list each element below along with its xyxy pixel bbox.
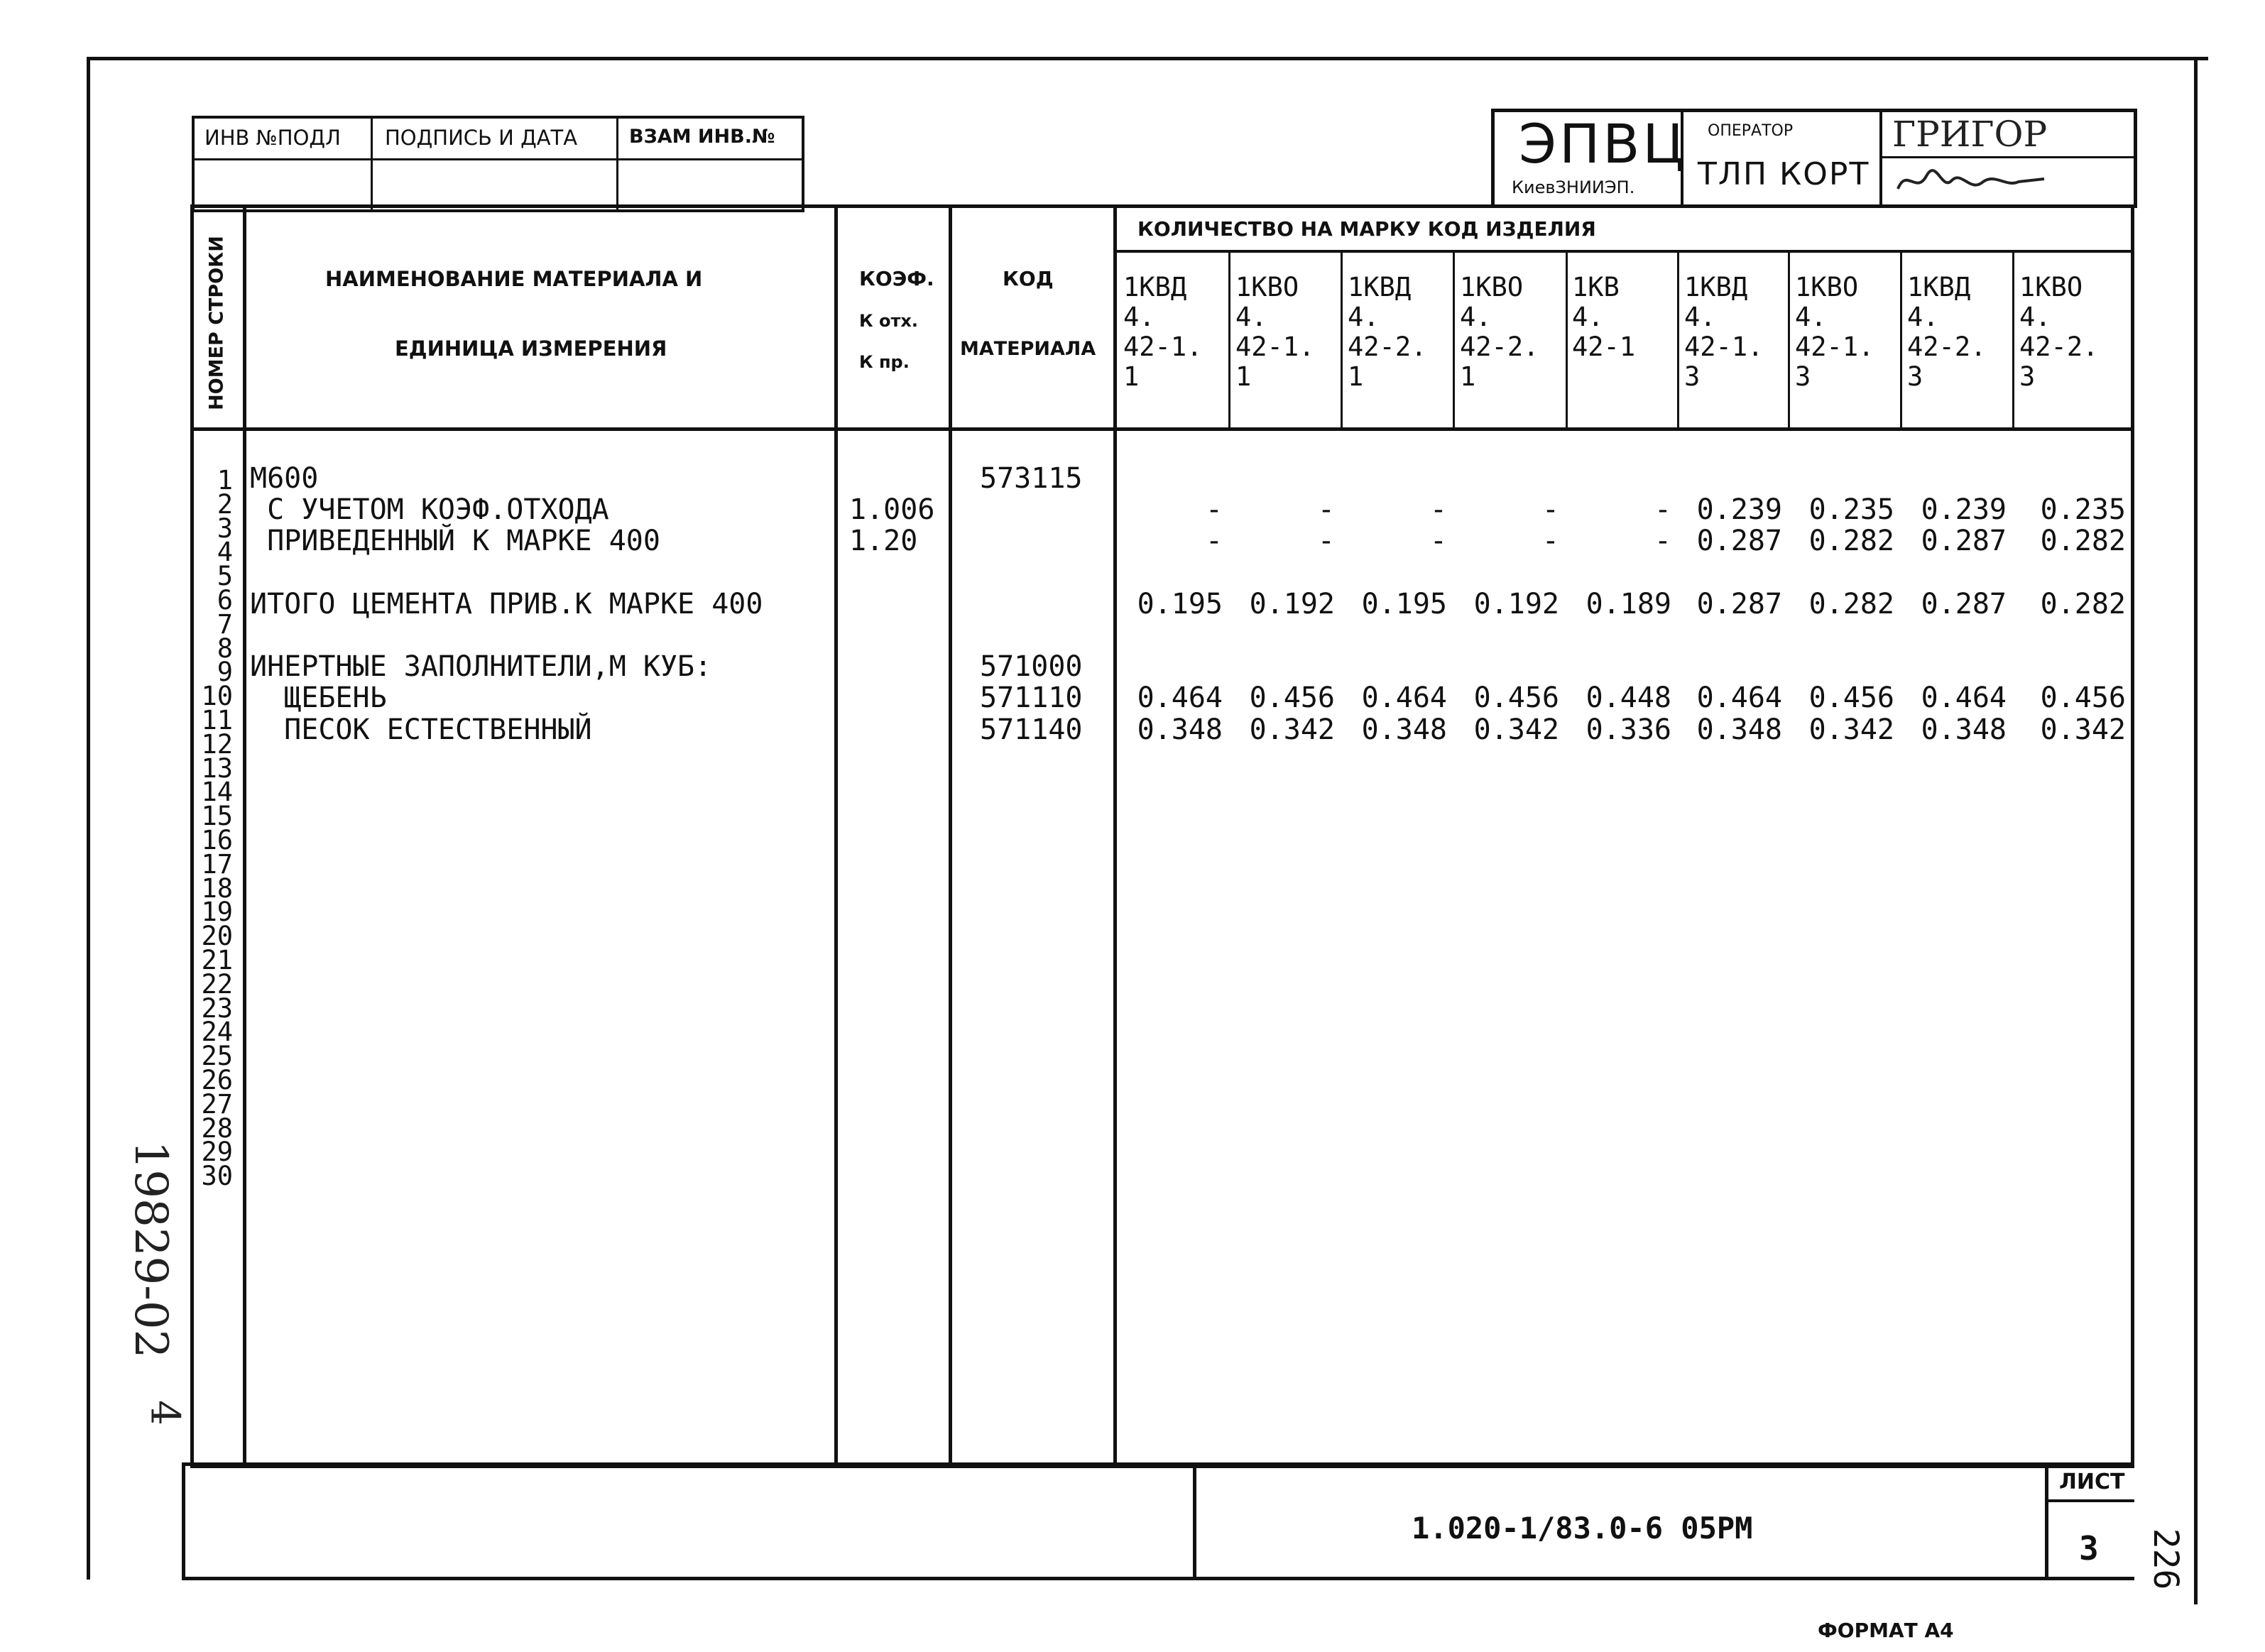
stamp-divider xyxy=(1882,156,2134,158)
footer-sheet-box-mid xyxy=(2045,1499,2134,1502)
code-header-1: КОД xyxy=(1003,267,1054,290)
quantity-value: 0.456 xyxy=(2040,682,2126,715)
quantity-value: 0.464 xyxy=(1921,682,2007,715)
quantity-value: 0.456 xyxy=(1808,682,1894,715)
product-col-divider xyxy=(1788,250,1790,430)
row-number: 22 xyxy=(201,968,233,1000)
coef-header-1: КОЭФ. xyxy=(859,267,934,290)
product-col-divider xyxy=(1228,250,1230,430)
material-name: ИНЕРТНЫЕ ЗАПОЛНИТЕЛИ,М КУБ: xyxy=(250,650,712,684)
product-col-divider xyxy=(1453,250,1455,430)
operator-value: ТЛП КОРТ xyxy=(1698,156,1870,192)
page-number: 226 xyxy=(2146,1528,2185,1590)
row-number: 11 xyxy=(201,705,233,735)
quantity-value: 0.235 xyxy=(2040,493,2126,527)
quantity-value: 0.189 xyxy=(1586,587,1671,620)
footer-sheet-box-left xyxy=(2045,1462,2048,1580)
quantity-value: 0.287 xyxy=(1921,525,2007,558)
material-code: 571140 xyxy=(980,713,1083,746)
stamp-top-right xyxy=(1491,109,2137,208)
quantity-value: 0.287 xyxy=(1921,587,2007,620)
quantity-value: 0.464 xyxy=(1137,682,1223,715)
row-number: 24 xyxy=(201,1017,233,1048)
quantity-value: 0.348 xyxy=(1921,713,2007,746)
stamp-divider xyxy=(371,119,373,209)
product-col-divider xyxy=(1900,250,1902,430)
quantity-value: 0.195 xyxy=(1137,587,1223,620)
row-number: 17 xyxy=(201,848,233,880)
row-number: 27 xyxy=(201,1088,233,1120)
product-col-divider xyxy=(1566,250,1568,430)
stamp-divider xyxy=(195,158,802,160)
row-number: 6 xyxy=(217,585,233,616)
quantity-value: - xyxy=(1429,525,1447,558)
row-number: 7 xyxy=(217,608,233,640)
sign-label: ПОДПИСЬ И ДАТА xyxy=(385,126,578,150)
name-header-line1: НАИМЕНОВАНИЕ МАТЕРИАЛА И xyxy=(325,267,703,291)
quantity-value: 0.348 xyxy=(1696,713,1782,746)
coefficient: 1.006 xyxy=(849,493,935,527)
stamp-top-left xyxy=(192,116,804,212)
main-table xyxy=(190,204,2134,1468)
quantity-value: 0.282 xyxy=(2040,587,2126,620)
quantity-value: 0.287 xyxy=(1696,587,1782,620)
sheet-label: ЛИСТ xyxy=(2059,1470,2125,1494)
product-col-6: 1КВД 4. 42-1. 3 xyxy=(1684,272,1764,392)
col-divider-name xyxy=(834,204,838,1468)
quantity-value: 0.287 xyxy=(1696,525,1782,558)
quantity-header: КОЛИЧЕСТВО НА МАРКУ КОД ИЗДЕЛИЯ xyxy=(1137,217,1596,241)
margin-note-small: 4 xyxy=(141,1400,188,1426)
inv-label: ИНВ №ПОДЛ xyxy=(204,126,341,150)
row-number: 16 xyxy=(201,825,233,855)
footer-divider xyxy=(1193,1462,1196,1580)
row-number: 25 xyxy=(201,1041,233,1072)
product-col-divider xyxy=(2012,250,2014,430)
material-name: М600 xyxy=(250,462,319,495)
quantity-value: 0.464 xyxy=(1696,682,1782,715)
quantity-value: - xyxy=(1205,525,1223,558)
product-col-divider xyxy=(1677,250,1679,430)
row-number: 3 xyxy=(217,513,233,544)
quantity-value: 0.342 xyxy=(2040,713,2126,746)
material-code: 573115 xyxy=(980,462,1083,495)
row-number: 20 xyxy=(201,921,233,952)
operator-signature xyxy=(1892,160,2056,200)
row-number: 29 xyxy=(201,1137,233,1168)
row-number: 23 xyxy=(201,992,233,1024)
product-col-2: 1КВО 4. 42-1. 1 xyxy=(1235,272,1315,392)
material-code: 571110 xyxy=(980,682,1083,715)
quantity-header-divider xyxy=(1113,250,2134,253)
sheet-number: 3 xyxy=(2079,1529,2099,1568)
col-divider-code xyxy=(1113,204,1117,1468)
material-name: С УЧЕТОМ КОЭФ.ОТХОДА xyxy=(250,493,609,527)
row-number: 2 xyxy=(217,488,233,520)
quantity-value: 0.239 xyxy=(1696,493,1782,527)
table-header-divider xyxy=(190,427,2134,431)
quantity-value: - xyxy=(1654,525,1671,558)
name-header-line2: ЕДИНИЦА ИЗМЕРЕНИЯ xyxy=(395,337,667,361)
margin-note: 19829-02 xyxy=(124,1140,177,1359)
quantity-value: 0.342 xyxy=(1473,713,1559,746)
quantity-value: - xyxy=(1317,493,1335,527)
quantity-value: 0.239 xyxy=(1921,493,2007,527)
quantity-value: 0.282 xyxy=(2040,525,2126,558)
row-number: 13 xyxy=(201,753,233,784)
row-number: 10 xyxy=(201,681,233,712)
quantity-value: 0.464 xyxy=(1361,682,1447,715)
product-col-8: 1КВД 4. 42-2. 3 xyxy=(1907,272,1987,392)
row-number: 8 xyxy=(217,633,233,664)
stamp-divider xyxy=(616,119,618,209)
product-col-3: 1КВД 4. 42-2. 1 xyxy=(1348,272,1427,392)
stamp-divider xyxy=(1879,112,1882,204)
quantity-value: 0.282 xyxy=(1808,525,1894,558)
operator-name: ГРИГОР xyxy=(1892,114,2048,155)
quantity-value: 0.342 xyxy=(1249,713,1335,746)
product-col-1: 1КВД 4. 42-1. 1 xyxy=(1123,272,1203,392)
quantity-value: 0.348 xyxy=(1137,713,1223,746)
row-number: 1 xyxy=(217,465,233,496)
quantity-value: 0.342 xyxy=(1808,713,1894,746)
product-col-5: 1КВ 4. 42-1 xyxy=(1572,272,1636,362)
coefficient: 1.20 xyxy=(849,525,918,558)
format-label: ФОРМАТ А4 xyxy=(1818,1619,1954,1642)
row-number: 5 xyxy=(217,561,233,592)
outer-top-border xyxy=(87,57,2208,60)
quantity-value: 0.195 xyxy=(1361,587,1447,620)
material-name: ПЕСОК ЕСТЕСТВЕННЫЙ xyxy=(250,713,592,746)
outer-left-border xyxy=(87,57,90,1580)
product-col-7: 1КВО 4. 42-1. 3 xyxy=(1795,272,1874,392)
row-number-header: НОМЕР СТРОКИ xyxy=(205,236,228,410)
quantity-value: - xyxy=(1541,525,1559,558)
col-divider-coef xyxy=(949,204,952,1468)
row-number: 9 xyxy=(217,657,233,688)
material-name: ЩЕБЕНЬ xyxy=(250,682,387,715)
quantity-value: 0.282 xyxy=(1808,587,1894,620)
material-name: ПРИВЕДЕННЫЙ К МАРКЕ 400 xyxy=(250,525,660,558)
doc-code: 1.020-1/83.0-6 05РМ xyxy=(1412,1511,1753,1546)
material-code: 571000 xyxy=(980,650,1083,684)
row-number: 4 xyxy=(217,537,233,568)
product-col-9: 1КВО 4. 42-2. 3 xyxy=(2019,272,2099,392)
quantity-value: 0.348 xyxy=(1361,713,1447,746)
row-number: 28 xyxy=(201,1112,233,1144)
row-number: 12 xyxy=(201,728,233,760)
row-number: 30 xyxy=(201,1161,233,1192)
quantity-value: 0.448 xyxy=(1586,682,1671,715)
org-small: КиевЗНИИЭП. xyxy=(1512,177,1635,197)
product-col-divider xyxy=(1341,250,1343,430)
row-number: 14 xyxy=(201,777,233,808)
quantity-value: - xyxy=(1205,493,1223,527)
quantity-value: 0.192 xyxy=(1249,587,1335,620)
footer-block xyxy=(182,1462,2134,1580)
coef-header-2: К отх. xyxy=(859,311,918,331)
row-number: 18 xyxy=(201,873,233,904)
material-name: ИТОГО ЦЕМЕНТА ПРИВ.К МАРКЕ 400 xyxy=(250,587,763,620)
quantity-value: - xyxy=(1429,493,1447,527)
outer-right-border xyxy=(2194,57,2198,1604)
row-number: 15 xyxy=(201,801,233,832)
row-number: 21 xyxy=(201,945,233,975)
vzam-label: ВЗАМ ИНВ.№ xyxy=(629,126,775,148)
col-divider-rownum xyxy=(243,204,246,1468)
quantity-value: 0.456 xyxy=(1249,682,1335,715)
code-header-2: МАТЕРИАЛА xyxy=(960,338,1096,360)
product-col-4: 1КВО 4. 42-2. 1 xyxy=(1460,272,1539,392)
quantity-value: - xyxy=(1317,525,1335,558)
org-big: ЭПВЦ xyxy=(1519,112,1688,175)
quantity-value: - xyxy=(1541,493,1559,527)
quantity-value: 0.192 xyxy=(1473,587,1559,620)
row-number: 26 xyxy=(201,1065,233,1095)
quantity-value: 0.235 xyxy=(1808,493,1894,527)
operator-label: ОПЕРАТОР xyxy=(1708,122,1794,140)
quantity-value: - xyxy=(1654,493,1671,527)
quantity-value: 0.336 xyxy=(1586,713,1671,746)
coef-header-3: К пр. xyxy=(859,352,910,372)
quantity-value: 0.456 xyxy=(1473,682,1559,715)
row-number: 19 xyxy=(201,897,233,928)
